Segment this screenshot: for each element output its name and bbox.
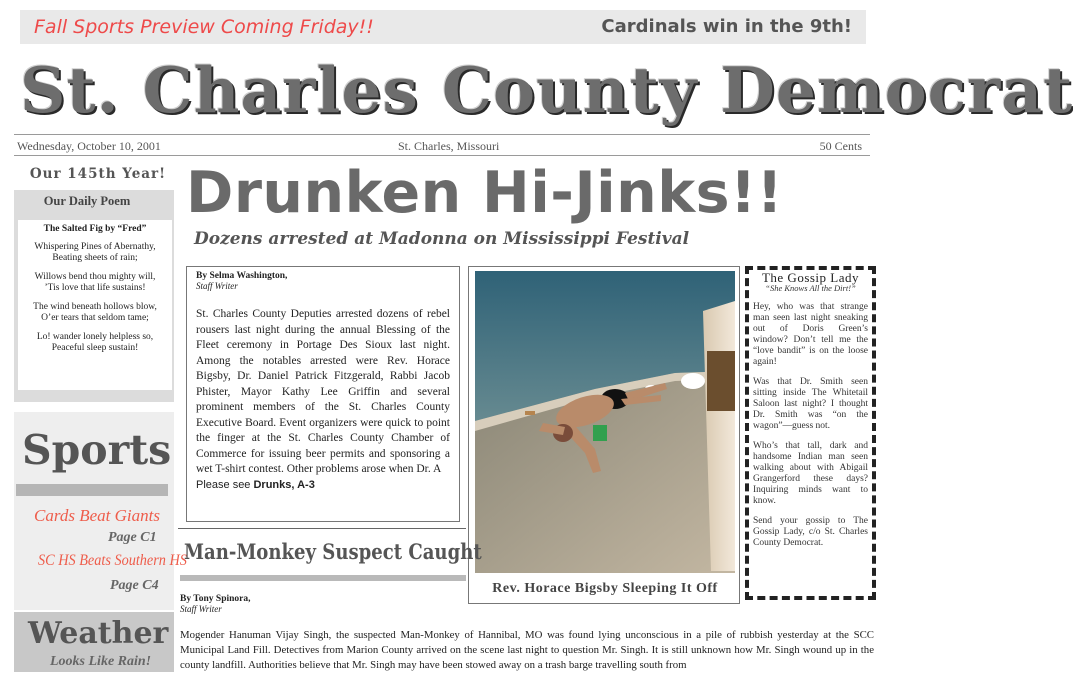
- gossip-column: [745, 266, 876, 600]
- poem-stanza: [18, 242, 172, 265]
- poem-line: O’er tears that seldom tame;: [41, 313, 149, 323]
- issue-location: St. Charles, Missouri: [398, 139, 500, 153]
- second-story-byline-block: [180, 594, 251, 614]
- weather-forecast: Looks Like Rain!: [50, 654, 152, 669]
- second-story-body: Mogender Hanuman Vijay Singh, the suspected Man-Monkey of Hannibal, MO was found lying unconscious in a pile of rubbish yesterday at the SCC Municipal Land Fill. Detectives from Marion County arrived on the scene last night to question Mr. Singh. It is still unknown how Mr. Singh wound up in the county landfill. Authorities believe that Mr. Singh may have been stowed away on a trash barge travelling south from: [180, 629, 874, 671]
- gossip-item: Was that Dr. Smith seen sitting inside The Whitetail Saloon last night? I thought Dr. Smith was “on the wagon”—guess not.: [753, 377, 868, 431]
- poem-line: Lo! wander lonely helpless so,: [36, 331, 154, 342]
- fall-sports-promo-link[interactable]: Fall Sports Preview Coming Friday!!: [34, 16, 374, 38]
- lead-byline-role: Staff Writer: [196, 281, 238, 291]
- lead-byline: By Selma Washington,: [196, 271, 288, 281]
- poem-line: Beating sheets of rain;: [52, 253, 138, 263]
- daily-poem-box: [14, 190, 174, 402]
- issue-date: Wednesday, October 10, 2001: [17, 139, 161, 153]
- continued-link[interactable]: Drunks, A-3: [253, 478, 315, 491]
- continued-note: [196, 478, 450, 492]
- sports-page-ref: Page C4: [110, 578, 159, 593]
- poem-line: The wind beneath hollows blow,: [33, 301, 157, 312]
- sports-heading: Sports: [22, 426, 172, 474]
- gossip-title: The Gossip Lady: [761, 270, 860, 285]
- poem-line: Willows bend thou mighty will,: [34, 271, 156, 282]
- poem-line: Peaceful sleep sustain!: [51, 343, 139, 353]
- second-story-headline: Man-Monkey Suspect Caught: [184, 539, 482, 564]
- gossip-item: Hey, who was that strange man seen last night sneaking out of Doris Green’s window? Don’t tell me the “love bandit” is on the loose again!: [753, 302, 868, 367]
- sports-section: [14, 412, 187, 610]
- gossip-item: Who’s that tall, dark and handsome Indian man seen walking about with Abigail Grangerford these days? Inquiring minds want to know.: [753, 441, 868, 506]
- lead-article: [186, 266, 460, 522]
- issue-price: 50 Cents: [819, 139, 862, 153]
- poem-stanza: [18, 272, 172, 295]
- lead-headline: Drunken Hi-Jinks!!: [186, 160, 784, 226]
- riverfront-photo: [475, 271, 735, 573]
- newspaper-masthead: St. Charles County Democrat: [20, 53, 1073, 127]
- poem-stanza: [18, 332, 172, 355]
- cardinals-headline-link[interactable]: Cardinals win in the 9th!: [601, 16, 852, 37]
- poem-title: The Salted Fig by “Fred”: [43, 224, 147, 234]
- lead-subhead: Dozens arrested at Madonna on Mississippi Festival: [194, 229, 690, 249]
- anniversary-label: Our 145th Year!: [29, 166, 167, 182]
- continued-prefix: Please see: [196, 478, 254, 491]
- dateline-bar: [14, 134, 870, 156]
- sports-link-schs-southern[interactable]: SC HS Beats Southern HS: [38, 552, 187, 569]
- gossip-tagline: “She Knows All the Dirt!”: [765, 283, 856, 293]
- gossip-item: Send your gossip to The Gossip Lady, c/o St. Charles County Democrat.: [753, 516, 868, 548]
- second-story-byline-role: Staff Writer: [180, 604, 222, 614]
- poem-line: ’Tis love that life sustains!: [44, 283, 146, 293]
- poem-stanza: [18, 302, 172, 325]
- second-story-header: [178, 528, 482, 582]
- sports-page-ref: Page C1: [108, 530, 157, 545]
- sports-divider: [16, 484, 168, 496]
- second-story-byline: By Tony Spinora,: [180, 594, 251, 604]
- poem-line: Whispering Pines of Abernathy,: [34, 241, 156, 252]
- lead-photo-frame: [468, 266, 740, 604]
- poem-heading: Our Daily Poem: [43, 194, 131, 208]
- lead-article-body: St. Charles County Deputies arrested dozens of rebel rousers last night during the annual Blessing of the Fleet ceremony in Portage Des Sioux last night. Among the notables arrested were Rev. Horace Bigsby, Dr. Daniel Patrick Fitzgerald, Rabbi Jacob Phister, Mayor Kathy Lee Griffin and several prominent members of the St. Charles County Executive Board. Event organizers were quick to point the finger at the St. Charles County Chamber of Commerce for issuing beer permits and sponsoring a wet T-shirt contest. Other problems arose when Dr. A: [196, 308, 450, 475]
- top-banner: [20, 10, 866, 44]
- sports-link-cards-giants[interactable]: Cards Beat Giants: [34, 506, 160, 525]
- weather-heading: Weather: [28, 616, 169, 651]
- poem-content: [18, 220, 172, 390]
- photo-caption: Rev. Horace Bigsby Sleeping It Off: [492, 581, 718, 596]
- weather-section: [14, 612, 174, 672]
- second-story-divider: [180, 575, 466, 581]
